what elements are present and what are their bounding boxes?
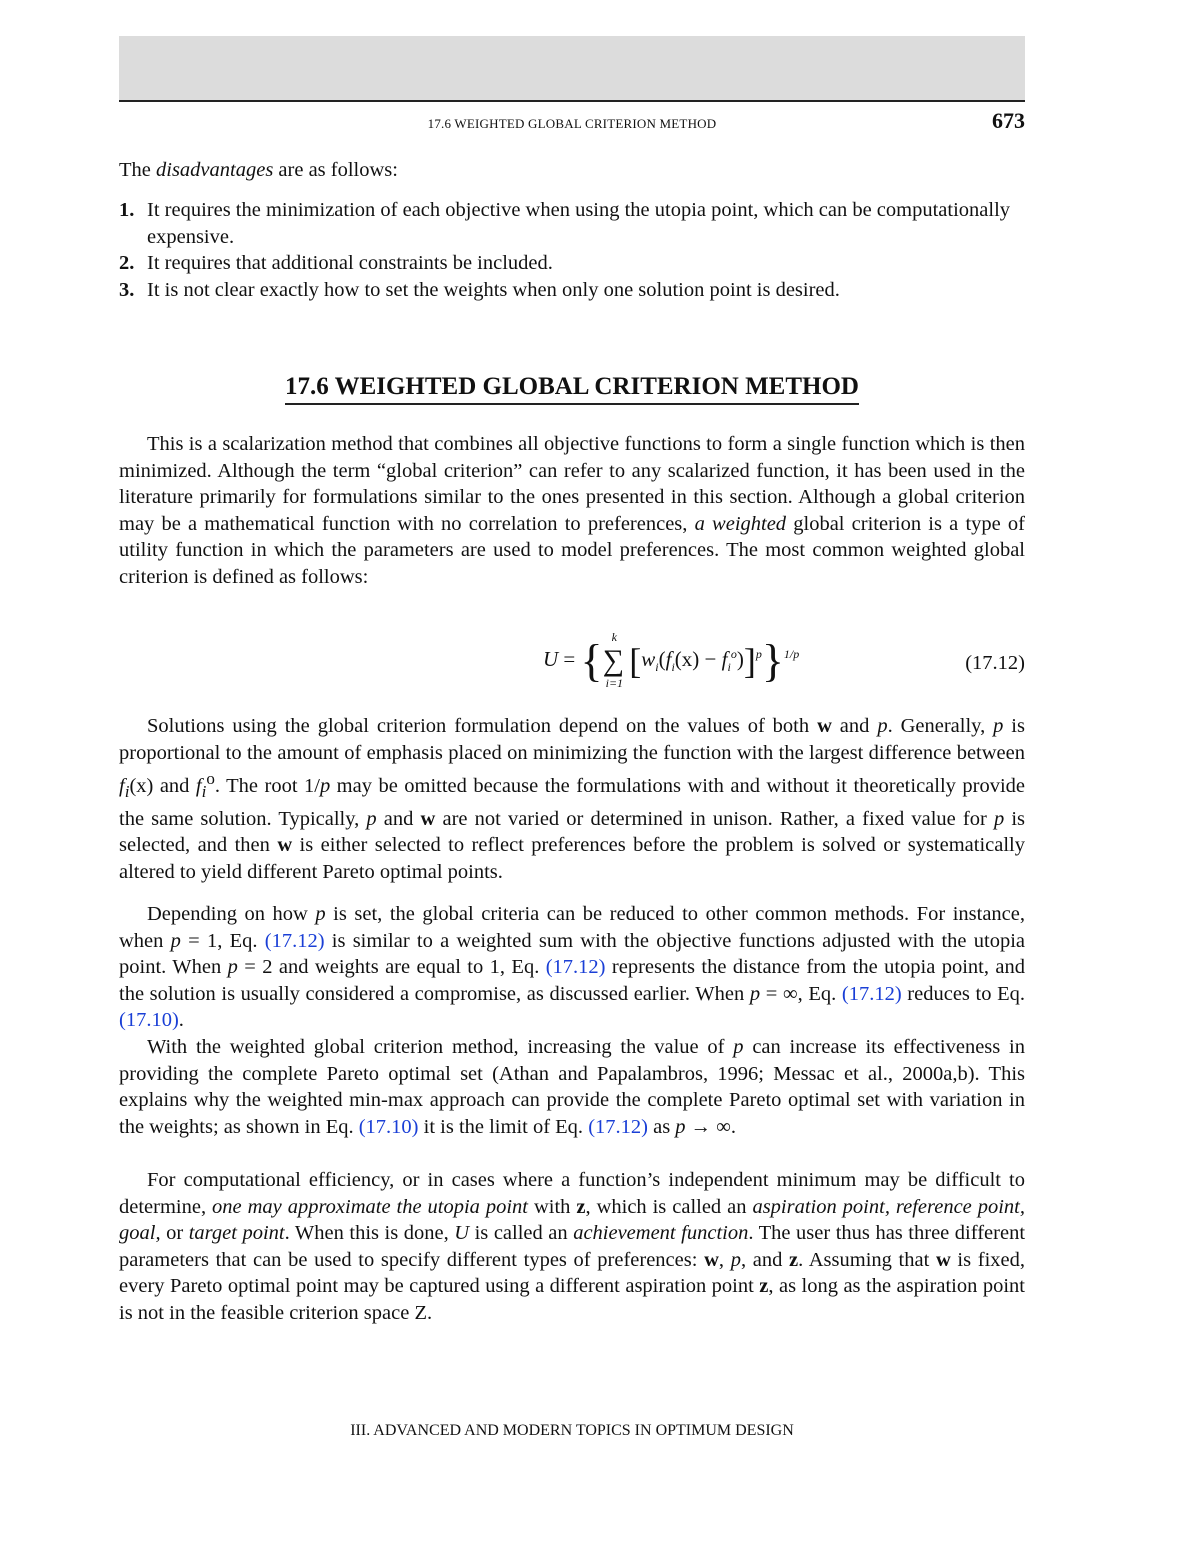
para-text: and xyxy=(153,775,196,798)
equation-body xyxy=(543,630,800,690)
section-heading xyxy=(119,373,1025,405)
para-text: , and xyxy=(740,1248,789,1271)
disadvantages-list xyxy=(119,197,1025,303)
para-text: is selected, and then xyxy=(119,807,1025,857)
eq-power: p xyxy=(755,646,762,661)
eq-close-brace: } xyxy=(761,635,784,686)
para-emphasis: achievement function xyxy=(573,1222,749,1245)
symbol-f: f xyxy=(195,775,202,798)
list-item xyxy=(119,197,1025,250)
eq-weight-sub: i xyxy=(655,660,659,674)
symbol-p: p xyxy=(675,1115,686,1138)
page-number: 673 xyxy=(992,108,1025,133)
eq-f: f xyxy=(665,646,672,671)
eq-summation: ∑ k i=1 xyxy=(602,630,624,690)
equation-link[interactable]: (17.12) xyxy=(264,929,325,952)
para-text: Solutions using the global criterion formulation depend on the values of both xyxy=(147,715,818,737)
para-text: Depending on how xyxy=(147,903,316,925)
running-head xyxy=(119,108,1025,136)
eq-open-bracket: [ xyxy=(629,641,642,681)
eq-close-bracket: ] xyxy=(743,641,756,681)
symbol-w: w xyxy=(935,1248,951,1271)
symbol-p: p xyxy=(366,807,377,830)
symbol-w: w xyxy=(817,715,832,737)
equation-link[interactable]: (17.12) xyxy=(545,956,606,979)
symbol-p: p xyxy=(993,715,1004,737)
symbol-w: w xyxy=(420,807,436,830)
list-text: It requires that additional constraints be included. xyxy=(147,252,553,275)
eq-root: 1/p xyxy=(783,646,800,661)
para-text: This is a scalarization method that combines all objective functions to form a single function which is then minimized. Although the term “global criterion” can refer to any scalarized function, it has been used in the literature primarily for formulations similar to the ones presented in this section. Although a global criterion may be a mathematical function with no correlation to preferences, xyxy=(119,433,1025,535)
symbol-p: p xyxy=(733,1036,744,1058)
symbol-p: p xyxy=(993,807,1005,830)
paragraph-2 xyxy=(119,713,1025,885)
equation-link[interactable]: (17.10) xyxy=(358,1115,419,1138)
para-text: global criterion is a type of utility function in which the parameters are used to model preferences. The most common weighted global criterion is defined as follows: xyxy=(119,512,1026,588)
symbol-sub: i xyxy=(201,782,207,802)
para-text: represents the distance from the utopia point, and the solution is usually considered a compromise, as discussed earlier. When xyxy=(119,956,1026,1005)
list-number: 3. xyxy=(119,278,135,301)
symbol-z: z xyxy=(788,1248,799,1271)
para-text: . When this is done, xyxy=(284,1222,455,1245)
para-text: and xyxy=(831,715,878,737)
eq-sum-lower: i=1 xyxy=(605,676,624,690)
eq-sum-upper: k xyxy=(611,630,617,644)
page-footer: III. ADVANCED AND MODERN TOPICS IN OPTIMUM DESIGN xyxy=(350,1422,794,1439)
para-text: With the weighted global criterion method, increasing the value of xyxy=(147,1036,734,1058)
para-text: as xyxy=(647,1115,676,1138)
para-emphasis: target point xyxy=(188,1222,285,1245)
list-number: 1. xyxy=(119,199,135,221)
symbol-p: p xyxy=(227,956,238,979)
eq-f-utopia-sub: i xyxy=(727,660,731,674)
section-title: 17.6 WEIGHTED GLOBAL CRITERION METHOD xyxy=(285,373,859,405)
symbol-z: z xyxy=(759,1275,769,1298)
list-item xyxy=(119,277,1025,304)
paragraph-3 xyxy=(119,901,1025,1034)
list-text: It is not clear exactly how to set the weights when only one solution point is desired. xyxy=(147,278,840,301)
para-emphasis: a weighted xyxy=(694,512,787,535)
paragraph-1 xyxy=(119,431,1025,591)
para-text: can increase its effectiveness in providing the complete Pareto optimal set (Athan and Papalambros, 1996; Messac et al., 2000a,b). This explains why the weighted min-max approach can provide the complete Pareto optimal set with variation in the weights; as shown in Eq. xyxy=(119,1036,1025,1138)
eq-lhs: U xyxy=(543,646,559,671)
para-text: = 2 and weights are equal to 1, Eq. xyxy=(237,956,546,979)
symbol-arg: (x) xyxy=(129,775,154,798)
para-text: or xyxy=(160,1222,189,1245)
symbol-p: p xyxy=(315,903,326,925)
symbol-p: p xyxy=(170,929,181,952)
intro-text: The xyxy=(119,159,156,181)
equation-link[interactable]: (17.12) xyxy=(588,1115,648,1138)
eq-paren: ( xyxy=(658,646,666,671)
para-emphasis: aspiration point, reference point, goal, xyxy=(119,1195,1025,1245)
symbol-sup: o xyxy=(206,769,215,789)
para-text: . xyxy=(178,1009,184,1032)
list-text: It requires the minimization of each objective when using the utopia point, which can be computationally expensive. xyxy=(147,199,1011,248)
intro-emphasis: disadvantages xyxy=(156,159,274,181)
symbol-w: w xyxy=(277,834,293,857)
symbol-p: p xyxy=(877,715,888,737)
list-number: 2. xyxy=(119,252,135,275)
symbol-sub: i xyxy=(124,782,130,802)
symbol-p: p xyxy=(749,982,761,1005)
running-title: 17.6 WEIGHTED GLOBAL CRITERION METHOD xyxy=(427,116,717,131)
para-text: reduces to Eq. xyxy=(901,982,1025,1005)
paragraph-4 xyxy=(119,1034,1025,1140)
paragraph-5 xyxy=(119,1167,1025,1327)
eq-equals: = xyxy=(563,646,576,671)
eq-f-utopia: f xyxy=(721,646,728,671)
para-text: = ∞, Eq. xyxy=(760,982,842,1005)
symbol-z: z xyxy=(576,1195,586,1218)
header-band xyxy=(119,36,1025,102)
eq-f-utopia-sup: o xyxy=(730,646,737,661)
eq-arg: (x) xyxy=(674,646,700,671)
para-text: → ∞. xyxy=(685,1115,737,1138)
symbol-f: f xyxy=(119,775,125,798)
para-text: is either selected to reflect preferences before the problem is solved or systematically altered to yield different Pareto optimal points. xyxy=(119,834,1025,883)
para-text: and xyxy=(376,807,421,830)
equation-number: (17.12) xyxy=(965,652,1025,674)
para-text: , which is called an xyxy=(585,1195,753,1218)
eq-paren: ) xyxy=(736,646,744,671)
intro-line xyxy=(119,157,1025,184)
intro-text-end: are as follows: xyxy=(273,159,398,181)
para-text: are not varied or determined in unison. Rather, a fixed value for xyxy=(435,807,994,830)
para-text: is called an xyxy=(469,1222,574,1245)
para-text: is proportional to the amount of emphasis placed on minimizing the function with the largest difference between xyxy=(119,715,1025,764)
para-text: . The root 1/ xyxy=(214,775,320,798)
para-emphasis: one may approximate the utopia point xyxy=(212,1195,529,1218)
para-text: it is the limit of Eq. xyxy=(418,1115,589,1138)
para-text: is similar to a weighted sum with the objective functions adjusted with the utopia point. When xyxy=(119,929,1025,979)
eq-open-brace: { xyxy=(580,635,603,686)
eq-f-sub: i xyxy=(671,660,675,674)
para-text: . Assuming that xyxy=(798,1248,936,1271)
symbol-p: p xyxy=(319,775,331,798)
para-text: . The user thus has three different parameters that can be used to specify different types of preferences: xyxy=(119,1222,1026,1271)
equation-link[interactable]: (17.12) xyxy=(841,982,902,1005)
equation-link[interactable]: (17.10) xyxy=(119,1009,179,1032)
symbol-u: U xyxy=(454,1222,470,1245)
para-text: with xyxy=(528,1195,577,1218)
para-text: is fixed, every Pareto optimal point may be captured using a different aspiration point xyxy=(119,1248,1025,1298)
para-text: may be omitted because the formulations with and without it theoretically provide the same solution. Typically, xyxy=(119,775,1026,830)
eq-minus: − xyxy=(704,646,717,671)
symbol-w: w xyxy=(704,1248,719,1271)
list-item xyxy=(119,250,1025,277)
equation-17-12 xyxy=(119,630,1025,702)
para-text: , xyxy=(718,1248,731,1271)
para-text: , as long as the aspiration point is not in the feasible criterion space Z. xyxy=(119,1275,1025,1324)
para-text: is set, the global criteria can be reduced to other common methods. For instance, when xyxy=(119,903,1025,952)
para-text: = 1, Eq. xyxy=(180,929,265,952)
symbol-p: p xyxy=(730,1248,741,1271)
para-text: For computational efficiency, or in cases where a function’s independent minimum may be difficult to determine, xyxy=(119,1169,1025,1218)
eq-weight: w xyxy=(641,646,656,671)
para-text: . Generally, xyxy=(887,715,994,737)
